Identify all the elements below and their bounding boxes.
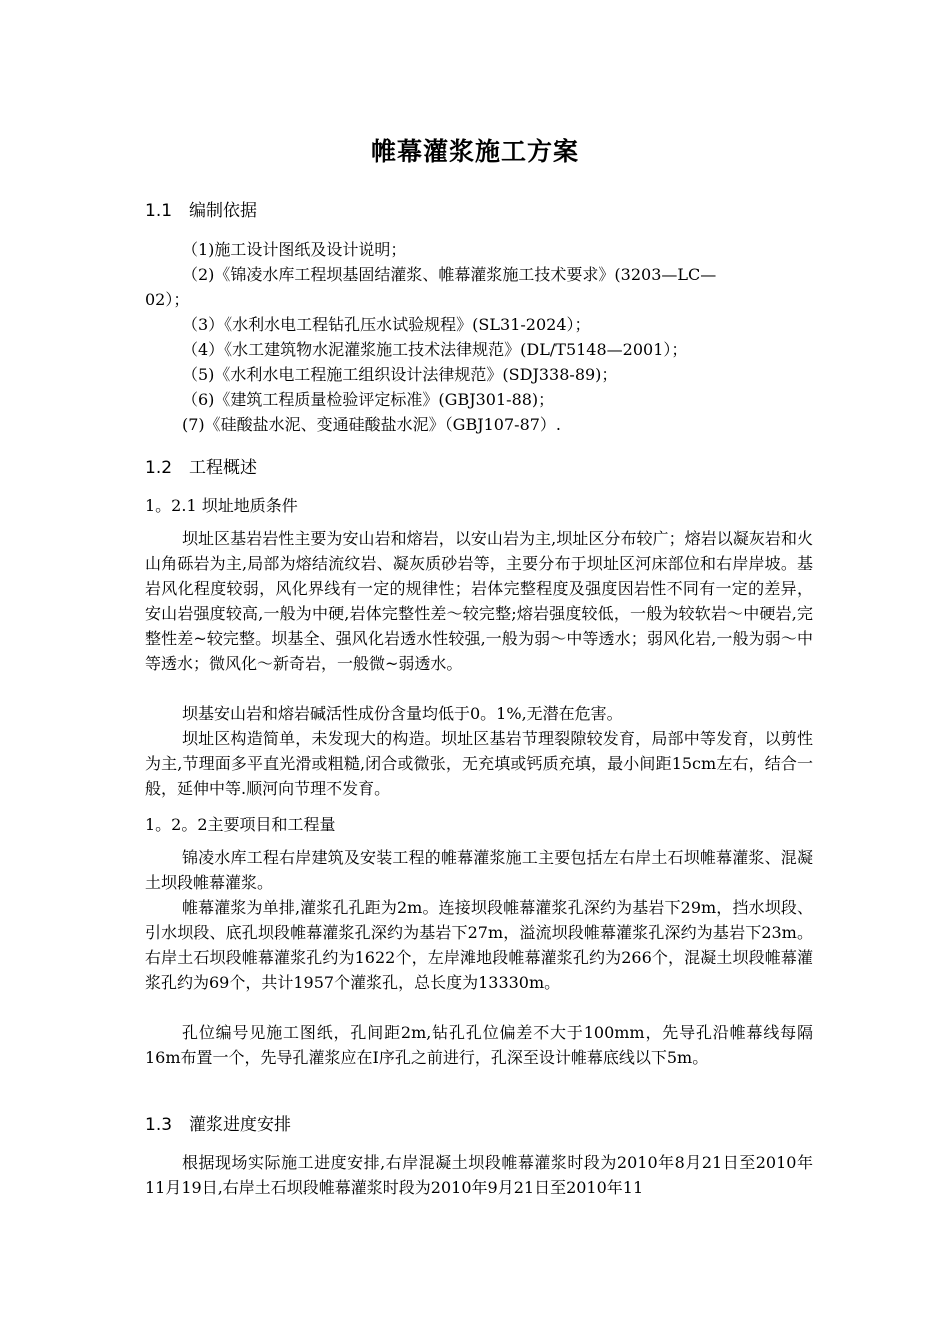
schedule-paragraph-1: 根据现场实际施工进度安排,右岸混凝土坝段帷幕灌浆时段为2010年8月21日至2010年11月19日,右岸土石坝段帷幕灌浆时段为2010年9月21日至2010年11 bbox=[145, 1153, 813, 1197]
basis-item-3: （3）《水利水电工程钻孔压水试验规程》(SL31-2024）； bbox=[182, 315, 591, 334]
geology-paragraph-2: 坝基安山岩和熔岩碱活性成份含量均低于0。1%,无潜在危害。 bbox=[182, 704, 623, 723]
section-heading-1-2 bbox=[145, 453, 257, 478]
basis-item-7: (7)《硅酸盐水泥、变通硅酸盐水泥》（GBJ107-87）. bbox=[182, 415, 562, 434]
workload-paragraph-3: 孔位编号见施工图纸，孔间距2m,钻孔孔位偏差不大于100mm，先导孔沿帷幕线每隔16m布置一个，先导孔灌浆应在Ⅰ序孔之前进行，孔深至设计帷幕底线以下5m。 bbox=[145, 1023, 813, 1067]
geology-paragraph-3: 坝址区构造简单，未发现大的构造。坝址区基岩节理裂隙较发育，局部中等发育，以剪性为主,节理面多平直光滑或粗糙,闭合或微张，无充填或钙质充填，最小间距15cm左右，结合一般，延伸中等.顺河向节理不发育。 bbox=[145, 729, 813, 798]
basis-item-2: （2)《锦凌水库工程坝基固结灌浆、帷幕灌浆施工技术要求》(3203—LC— bbox=[182, 265, 717, 284]
basis-item-4: （4）《水工建筑物水泥灌浆施工技术法律规范》(DL/T5148—2001）； bbox=[182, 340, 688, 359]
section-label: 灌浆进度安排 bbox=[189, 1115, 291, 1135]
basis-item-1: （1)施工设计图纸及设计说明； bbox=[182, 240, 407, 259]
subsection-heading-1-2-2: 1。2。2主要项目和工程量 bbox=[145, 815, 336, 834]
section-label: 工程概述 bbox=[189, 458, 257, 478]
section-heading-1-1 bbox=[145, 196, 257, 221]
document-title: 帷幕灌浆施工方案 bbox=[370, 137, 579, 166]
workload-paragraph-1: 锦凌水库工程右岸建筑及安装工程的帷幕灌浆施工主要包括左右岸土石坝帷幕灌浆、混凝土坝段帷幕灌浆。 bbox=[145, 848, 813, 892]
basis-item-6: （6)《建筑工程质量检验评定标准》(GBJ301-88)； bbox=[182, 390, 555, 409]
section-number: 1.1 bbox=[145, 201, 173, 221]
section-heading-1-3 bbox=[145, 1110, 291, 1135]
workload-paragraph-2: 帷幕灌浆为单排,灌浆孔孔距为2m。连接坝段帷幕灌浆孔深约为基岩下29m，挡水坝段、引水坝段、底孔坝段帷幕灌浆孔深约为基岩下27m，溢流坝段帷幕灌浆孔深约为基岩下23m。右岸土石坝段帷幕灌浆孔约为1622个，左岸滩地段帷幕灌浆孔约为266个，混凝土坝段帷幕灌浆孔约为69个，共计1957个灌浆孔，总长度为13330m。 bbox=[145, 898, 813, 992]
subsection-heading-1-2-1: 1。2.1 坝址地质条件 bbox=[145, 496, 298, 515]
geology-paragraph-1: 坝址区基岩岩性主要为安山岩和熔岩，以安山岩为主,坝址区分布较广；熔岩以凝灰岩和火山角砾岩为主,局部为熔结流纹岩、凝灰质砂岩等，主要分布于坝址区河床部位和右岸岸坡。基岩风化程度较弱，风化界线有一定的规律性；岩体完整程度及强度因岩性不同有一定的差异，安山岩强度较高,一般为中硬,岩体完整性差～较完整;熔岩强度较低，一般为较软岩～中硬岩,完整性差~较完整。坝基全、强风化岩透水性较强,一般为弱～中等透水；弱风化岩,一般为弱～中等透水；微风化～新奇岩，一般微~弱透水。 bbox=[145, 529, 813, 673]
section-label: 编制依据 bbox=[189, 201, 257, 221]
basis-item-5: （5)《水利水电工程施工组织设计法律规范》(SDJ338-89)； bbox=[182, 365, 618, 384]
section-number: 1.3 bbox=[145, 1115, 173, 1135]
basis-item-2-cont: 02）； bbox=[145, 290, 190, 309]
section-number: 1.2 bbox=[145, 458, 173, 478]
